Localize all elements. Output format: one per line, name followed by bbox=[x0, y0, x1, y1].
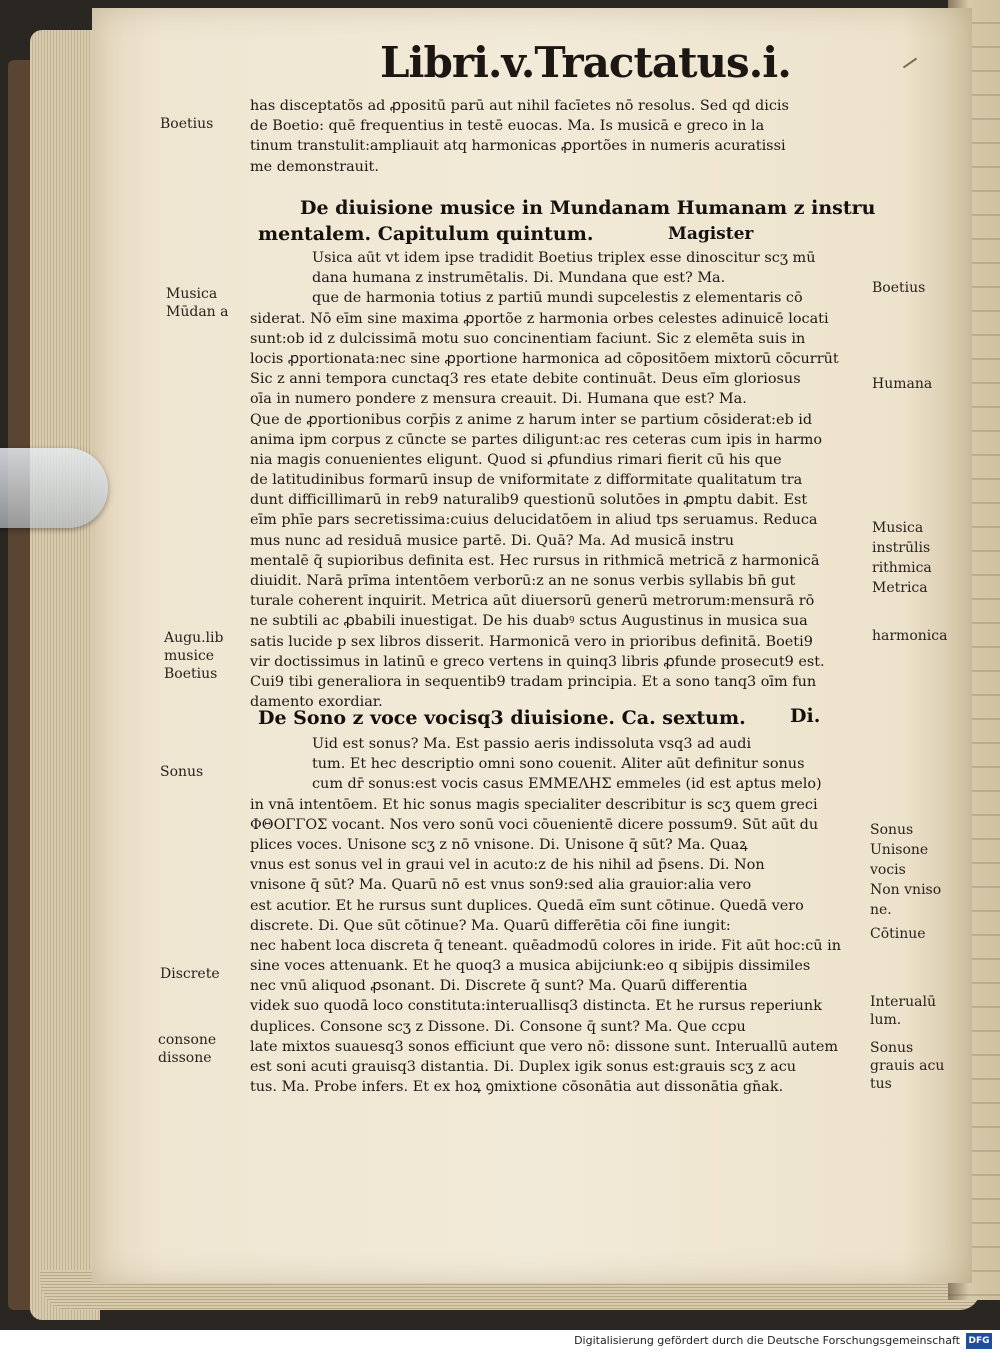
margin-note-left: Mūdan a bbox=[166, 304, 229, 320]
text-line: anima ipm corpus z cūncte se partes diligunt:ac res ceteras cum ipis in harmo bbox=[250, 431, 823, 448]
page-clamp bbox=[0, 448, 108, 528]
margin-note-left: consone bbox=[158, 1032, 217, 1048]
margin-note-right: rithmica bbox=[872, 560, 932, 576]
text-line: tinum transtulit:ampliauit atq harmonicas ꝓportões in numeris acuratissi bbox=[250, 138, 786, 155]
text-line: cum dr̄ sonus:est vocis casus ΕΜΜΕΛΗΣ emmeles (id est aptus melo) bbox=[312, 776, 822, 793]
text-line: mus nunc ad residuā musice partē. Di. Quā? Ma. Ad musicā instru bbox=[250, 532, 735, 549]
margin-note-left: Discrete bbox=[160, 966, 220, 982]
footer-bar bbox=[0, 1330, 1000, 1354]
margin-note-left: Boetius bbox=[164, 666, 218, 682]
text-line: eīm phīe pars secretissima:cuius delucidatōem in aliud tps seruamus. Reduca bbox=[250, 512, 818, 529]
margin-note-right: Musica bbox=[872, 520, 924, 536]
text-line: discrete. Di. Que sūt cōtinue? Ma. Quarū differētia cōi fine iungit: bbox=[250, 917, 731, 934]
running-header: Libri.v.Tractatus.i. bbox=[380, 38, 791, 87]
text-line: de latitudinibus formarū insup de vniformitate z difformitate qualitatum tra bbox=[250, 472, 803, 489]
text-line: videk suo quodā loco constituta:interuallisq3 distincta. Et he rursus reperiunk bbox=[250, 998, 822, 1015]
margin-note-left: Boetius bbox=[160, 116, 214, 132]
text-line: late mixtos suauesq3 sonos efficiunt que vero nō: dissone sunt. Interuallū autem bbox=[250, 1038, 838, 1055]
text-line: Sic z anni tempora cunctaq3 res etate debite continuāt. Deus eīm gloriosus bbox=[250, 371, 801, 388]
text-block-c bbox=[250, 734, 872, 1097]
text-block-b bbox=[250, 248, 872, 712]
text-line: Uid est sonus? Ma. Est passio aeris indissoluta vsq3 ad audi bbox=[312, 736, 752, 752]
text-line: nec vnū aliquod ꝓsonant. Di. Discrete q̄ sunt? Ma. Quarū differentia bbox=[250, 978, 748, 995]
margin-note-right: Unisone bbox=[870, 842, 929, 858]
margin-note-right: Boetius bbox=[872, 280, 926, 296]
margin-note-right: Cōtinue bbox=[870, 926, 926, 942]
text-line: Cui9 tibi generaliora in sequentib9 tradam principia. Et a sono tanq3 oīm fun bbox=[250, 673, 817, 690]
chapter-heading-5-cont: mentalem. Capitulum quintum. bbox=[258, 223, 594, 245]
text-line: de Boetio: quē frequentius in testē euocas. Ma. Is musicā e greco in la bbox=[250, 118, 765, 135]
margin-note-right: Metrica bbox=[872, 580, 928, 596]
chapter-heading-6: De Sono z voce vocisq3 diuisione. Ca. sextum. bbox=[258, 707, 746, 729]
margin-note-right: vocis bbox=[870, 862, 906, 878]
text-line: sunt:ob id z dulcissimā motu suo concinentiam faciunt. Sic z elemēta suis in bbox=[250, 330, 806, 347]
text-line: oīa in numero pondere z mensura creauit. Di. Humana que est? Ma. bbox=[250, 391, 747, 408]
margin-note-left: musice bbox=[164, 648, 215, 664]
margin-note-left: dissone bbox=[158, 1050, 212, 1066]
text-line: tus. Ma. Probe infers. Et ex hoꝝ ꝯmixtione cōsonātia aut dissonātia gn̄ak. bbox=[250, 1079, 784, 1096]
margin-note-left: Musica bbox=[166, 286, 218, 302]
text-line: que de harmonia totius z partiū mundi supcelestis z elementaris cō bbox=[312, 290, 803, 307]
text-line: siderat. Nō eīm sine maxima ꝓportõe z harmonia orbes celestes adinuicē locati bbox=[250, 310, 829, 327]
text-line: vnisone q̄ sūt? Ma. Quarū nō est vnus son9:sed alia grauior:alia vero bbox=[250, 877, 752, 894]
margin-note-right: lum. bbox=[870, 1012, 902, 1028]
margin-note-right: Non vniso bbox=[870, 882, 942, 898]
text-block-a bbox=[250, 96, 872, 177]
chapter-heading-5: De diuisione musice in Mundanam Humanam z instru bbox=[300, 197, 876, 219]
margin-note-left: Sonus bbox=[160, 764, 204, 780]
text-line: turale coherent inquirit. Metrica aūt diuersorū generū metrorum:mensurā rō bbox=[250, 593, 815, 610]
text-line: tum. Et hec descriptio omni sono couenit. Aliter aūt definitur sonus bbox=[312, 756, 805, 773]
margin-note-right: Sonus bbox=[870, 1040, 914, 1056]
text-line: Usica aūt vt idem ipse tradidit Boetius triplex esse dinoscitur scʒ mū bbox=[312, 250, 816, 266]
margin-note-right: grauis acu bbox=[870, 1058, 945, 1074]
text-line: duplices. Consone scʒ z Dissone. Di. Consone q̄ sunt? Ma. Que ccpu bbox=[250, 1018, 746, 1035]
margin-note-right: Interualū bbox=[870, 994, 937, 1010]
text-line: nec habent loca discreta q̄ teneant. quēadmodū colores in iride. Fit aūt hoc:cū in bbox=[250, 937, 842, 954]
text-line: ne subtili ac ꝓbabili inuestigat. De his duabꝰ sctus Augustinus in musica sua bbox=[250, 613, 808, 630]
text-line: dunt difficillimarū in reb9 naturalib9 questionū solutōes in ꝓmptu dabit. Est bbox=[250, 492, 808, 509]
text-line: me demonstrauit. bbox=[250, 158, 379, 175]
speaker-label: Di. bbox=[790, 705, 821, 727]
text-line: vnus est sonus vel in graui vel in acuto:z de his nihil ad p̄sens. Di. Non bbox=[250, 857, 765, 874]
text-line: est soni acuti grauisq3 distantia. Di. Duplex igik sonus est:grauis scʒ z acu bbox=[250, 1059, 797, 1075]
text-line: diuidit. Narā prīma intentōem verborū:z an ne sonus verbis syllabis bn̄ gut bbox=[250, 573, 796, 589]
funding-credit: Digitalisierung gefördert durch die Deutsche Forschungsgemeinschaft bbox=[574, 1334, 960, 1347]
margin-note-right: Humana bbox=[872, 376, 933, 392]
margin-note-right: tus bbox=[870, 1076, 892, 1092]
text-line: satis lucide p sex libros disserit. Harmonicā vero in prioribus definitā. Boeti9 bbox=[250, 633, 813, 650]
text-line: est acutior. Et he rursus sunt duplices. Quedā eīm sunt cōtinue. Quedā vero bbox=[250, 897, 804, 914]
text-line: sine voces attenuank. Et he quoq3 a musica abijciunk:eo q sibijpis dissimiles bbox=[250, 958, 811, 975]
text-line: plices voces. Unisone scʒ z nō vnisone. Di. Unisone q̄ sūt? Ma. Quaꝝ bbox=[250, 836, 748, 853]
page-edges-left bbox=[30, 30, 100, 1320]
dfg-logo: DFG bbox=[966, 1333, 992, 1349]
speaker-label: Magister bbox=[668, 224, 754, 244]
margin-note-right: ne. bbox=[870, 902, 892, 918]
text-line: dana humana z instrumētalis. Di. Mundana que est? Ma. bbox=[312, 270, 726, 287]
margin-note-left: Augu.lib bbox=[164, 630, 224, 646]
text-line: locis ꝓportionata:nec sine ꝓportione harmonica ad cōpositōem mixtorū cōcurrūt bbox=[250, 350, 839, 367]
margin-note-right: instrūlis bbox=[872, 540, 931, 556]
text-line: in vnā intentōem. Et hic sonus magis specialiter describitur is scʒ quem greci bbox=[250, 796, 818, 813]
text-line: Que de ꝓportionibus corp̄is z anime z harum inter se partium cōsiderat:eb id bbox=[250, 411, 813, 428]
text-line: has disceptatõs ad ꝓpositū parū aut nihil facīetes nō resolus. Sed qd dicis bbox=[250, 98, 789, 114]
text-line: damento exordiar. bbox=[250, 694, 383, 711]
text-line: vir doctissimus in latinū e greco vertens in quinq3 libris ꝓfunde prosecut9 est. bbox=[250, 653, 825, 670]
text-line: ΦΘΟΓΓΟΣ vocant. Nos vero sonū voci cōuenientē dicere possum9. Sūt aūt du bbox=[250, 816, 819, 833]
text-line: nia magis conuenientes eligunt. Quod si ꝓfundius rimari fierit cū his que bbox=[250, 451, 782, 468]
text-line: mentalē q̄ supioribus definita est. Hec rursus in rithmicā metricā z harmonicā bbox=[250, 552, 820, 569]
margin-note-right: Sonus bbox=[870, 822, 914, 838]
margin-note-right: harmonica bbox=[872, 628, 948, 644]
